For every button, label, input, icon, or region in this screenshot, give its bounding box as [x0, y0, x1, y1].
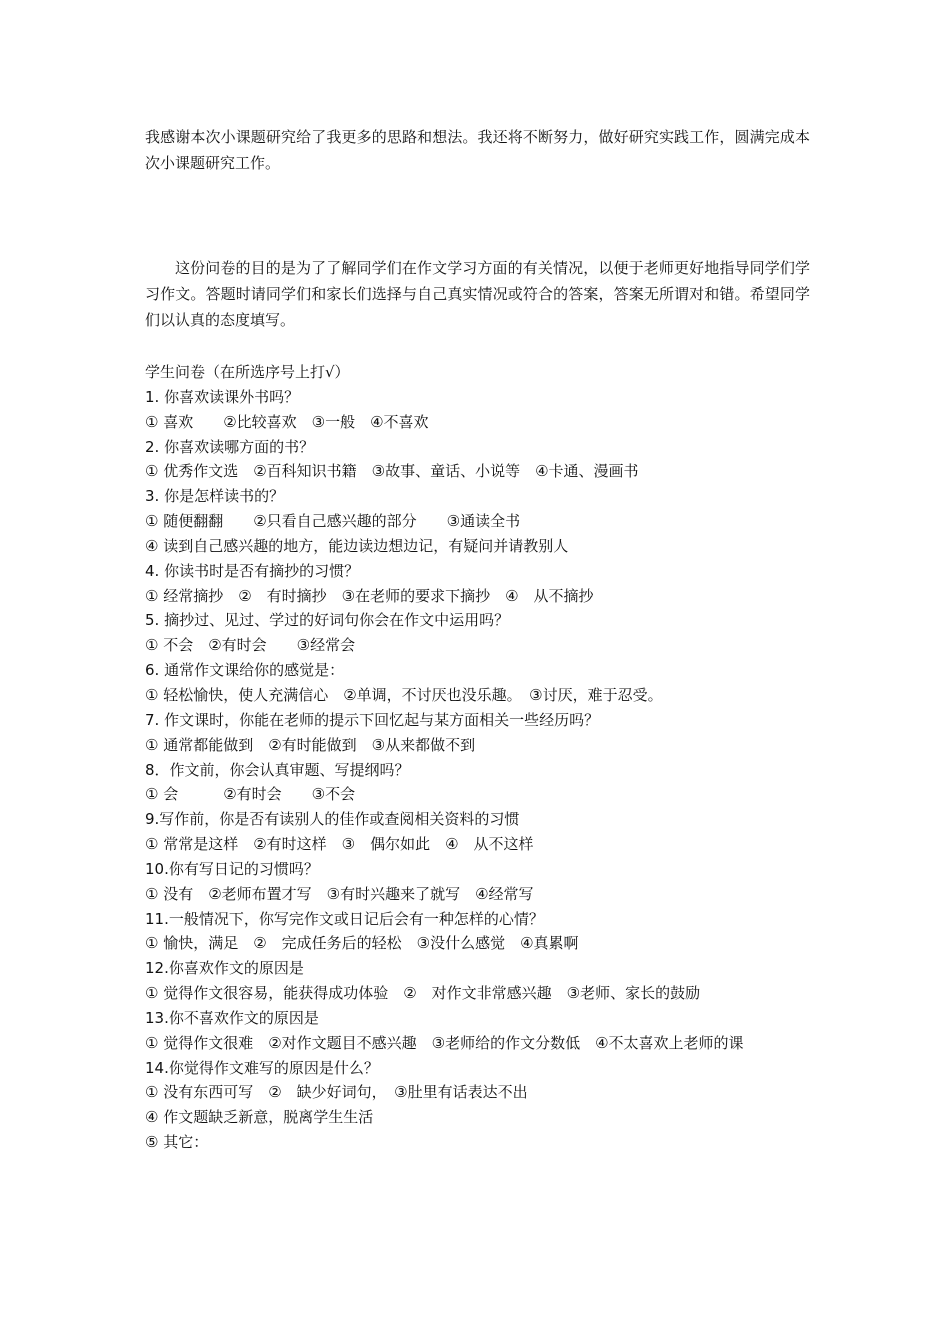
question-text: 13.你不喜欢作文的原因是	[145, 1008, 319, 1027]
answer-options: ① 喜欢 ②比较喜欢 ③一般 ④不喜欢	[145, 412, 429, 431]
question-text: 5. 摘抄过、见过、学过的好词句你会在作文中运用吗？	[145, 611, 510, 630]
question-text: 8．作文前，你会认真审题、写提纲吗？	[145, 760, 410, 779]
question-text: 3. 你是怎样读书的？	[145, 487, 285, 506]
answer-options: ① 没有东西可写 ② 缺少好词句， ③肚里有话表达不出	[145, 1083, 528, 1102]
answer-options: ① 通常都能做到 ②有时能做到 ③从来都做不到	[145, 735, 476, 754]
survey-section	[145, 360, 810, 1155]
answer-options: ① 觉得作文很难 ②对作文题目不感兴趣 ③老师给的作文分数低 ④不太喜欢上老师的课	[145, 1033, 744, 1052]
closing-paragraph: 我感谢本次小课题研究给了我更多的思路和想法。我还将不断努力，做好研究实践工作，圆满完成本次小课题研究工作。	[145, 128, 810, 172]
answer-options: ① 会 ②有时会 ③不会	[145, 785, 356, 804]
answer-options: ⑤ 其它：	[145, 1133, 209, 1152]
question-text: 7. 作文课时，你能在老师的提示下回忆起与某方面相关一些经历吗？	[145, 710, 600, 729]
answer-options: ④ 读到自己感兴趣的地方，能边读边想边记，有疑问并请教别人	[145, 536, 569, 555]
answer-options: ① 轻松愉快，使人充满信心 ②单调，不讨厌也没乐趣。 ③讨厌，难于忍受。	[145, 685, 663, 704]
question-list	[145, 385, 810, 1155]
question-text: 11.一般情况下，你写完作文或日记后会有一种怎样的心情？	[145, 909, 544, 928]
question-text: 4. 你读书时是否有摘抄的习惯？	[145, 561, 360, 580]
answer-options: ① 优秀作文选 ②百科知识书籍 ③故事、童话、小说等 ④卡通、漫画书	[145, 462, 639, 481]
question-text: 14.你觉得作文难写的原因是什么？	[145, 1058, 379, 1077]
question-text: 9.写作前，你是否有读别人的佳作或查阅相关资料的习惯	[145, 810, 520, 829]
answer-options: ④ 作文题缺乏新意，脱离学生生活	[145, 1108, 374, 1127]
answer-options: ① 经常摘抄 ② 有时摘抄 ③在老师的要求下摘抄 ④ 从不摘抄	[145, 586, 594, 605]
survey-title: 学生问卷（在所选序号上打√）	[145, 363, 350, 381]
answer-options: ① 随便翻翻 ②只看自己感兴趣的部分 ③通读全书	[145, 512, 521, 531]
answer-options: ① 常常是这样 ②有时这样 ③ 偶尔如此 ④ 从不这样	[145, 835, 534, 854]
question-text: 12.你喜欢作文的原因是	[145, 959, 304, 978]
intro-section	[145, 255, 810, 333]
answer-options: ① 愉快，满足 ② 完成任务后的轻松 ③没什么感觉 ④真累啊	[145, 934, 579, 953]
intro-paragraph: 这份问卷的目的是为了了解同学们在作文学习方面的有关情况，以便于老师更好地指导同学们学习作文。答题时请同学们和家长们选择与自己真实情况或符合的答案，答案无所谓对和错。希望同学们以认真的态度填写。	[145, 259, 810, 329]
answer-options: ① 没有 ②老师布置才写 ③有时兴趣来了就写 ④经常写	[145, 884, 534, 903]
question-text: 6. 通常作文课给你的感觉是：	[145, 661, 345, 680]
question-text: 2. 你喜欢读哪方面的书？	[145, 437, 315, 456]
answer-options: ① 觉得作文很容易，能获得成功体验 ② 对作文非常感兴趣 ③老师、家长的鼓励	[145, 984, 701, 1003]
document-page	[145, 124, 810, 1155]
question-text: 1. 你喜欢读课外书吗？	[145, 387, 300, 406]
answer-options: ① 不会 ②有时会 ③经常会	[145, 636, 356, 655]
question-text: 10.你有写日记的习惯吗？	[145, 859, 319, 878]
